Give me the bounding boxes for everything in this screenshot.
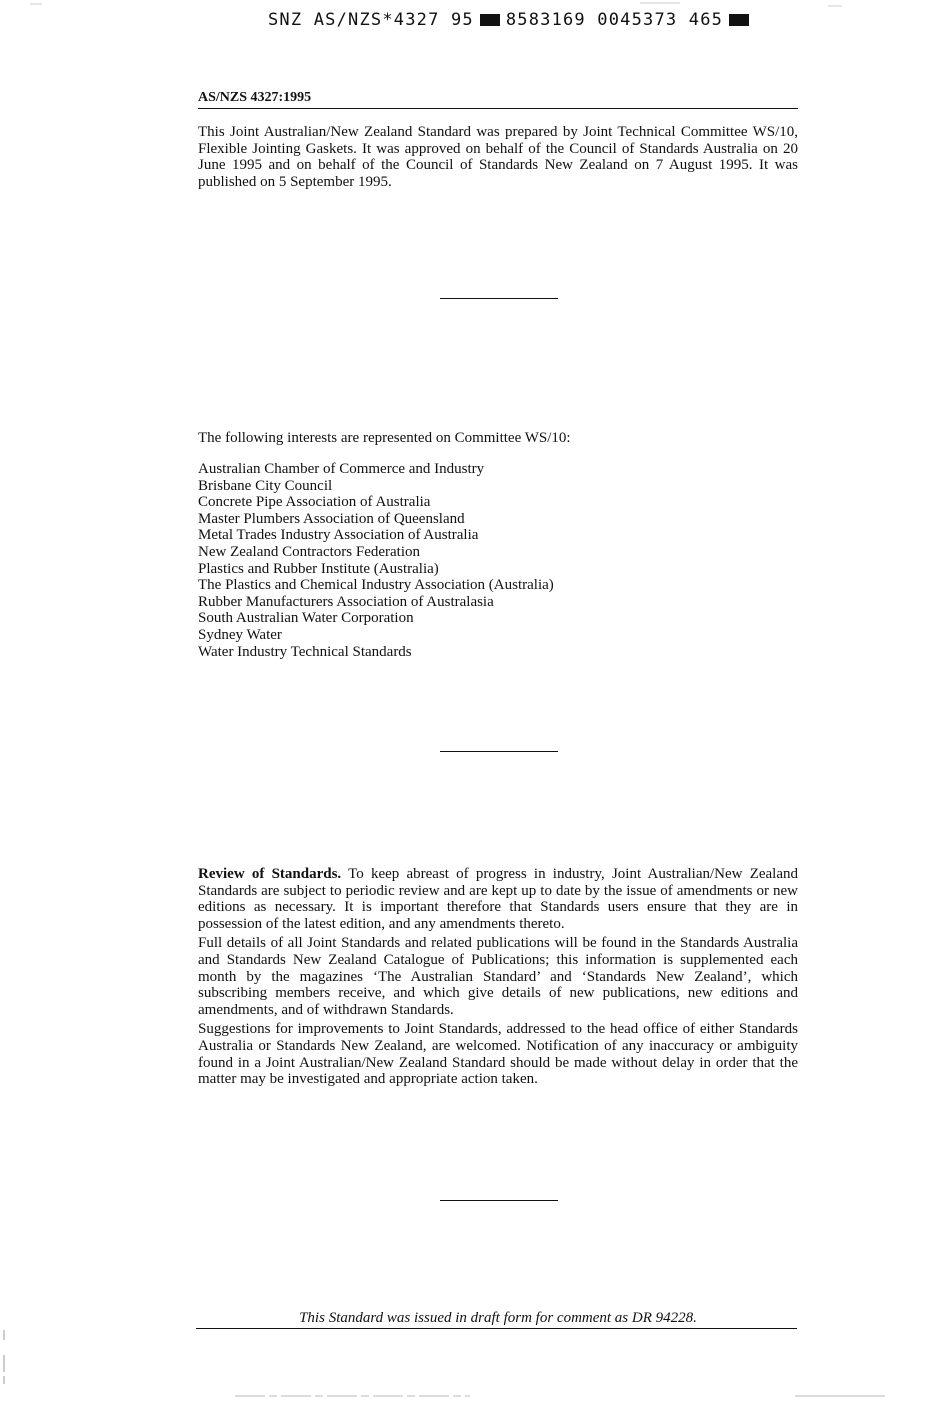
- control-code-right: 8583169 0045373 465: [505, 10, 724, 30]
- list-item: Water Industry Technical Standards: [198, 643, 412, 660]
- approval-statement: This Joint Australian/New Zealand Standard was prepared by Joint Technical Committee WS/10, Flexible Jointing Gaskets. It was approved on behalf of the Council of Standards Australia on 20 June 1995 and on behalf of the Council of Standards New Zealand on 7 August 1995. It was published on 5 September 1995.: [198, 124, 798, 190]
- catalogue-paragraph: Full details of all Joint Standards and related publications will be found in the Standards Australia and Standards New Zealand Catalogue of Publications; this information is supplemented each month by the magazines ‘The Australian Standard’ and ‘Standards New Zealand’, which subscribing members receive, and which give details of new publications, new editions and amendments, and of withdrawn Standards.: [198, 935, 798, 1018]
- list-item: Brisbane City Council: [198, 477, 333, 494]
- interests-heading: The following interests are represented on Committee WS/10:: [198, 430, 571, 446]
- list-item: New Zealand Contractors Federation: [198, 543, 421, 560]
- list-item: Rubber Manufacturers Association of Australasia: [198, 593, 494, 610]
- list-item: Australian Chamber of Commerce and Industry: [198, 461, 485, 477]
- list-item: Master Plumbers Association of Queensland: [198, 510, 465, 527]
- list-item: South Australian Water Corporation: [198, 610, 414, 627]
- list-item: Plastics and Rubber Institute (Australia): [198, 560, 439, 577]
- review-text: To keep abreast of progress in industry, Joint Australian/New Zealand Standards are subject to periodic review and are kept up to date by the issue of amendments or new editions as necessary. It is important therefore that Standards users ensure that they are in possession of the latest edition, and any amendments thereto.: [198, 866, 798, 932]
- review-heading: Review of Standards.: [198, 866, 342, 882]
- control-code-left: SNZ AS/NZS*4327 95: [268, 10, 474, 30]
- list-item: Concrete Pipe Association of Australia: [198, 494, 431, 511]
- list-item: The Plastics and Chemical Industry Association (Australia): [198, 577, 554, 594]
- list-item: Metal Trades Industry Association of Australia: [198, 527, 479, 544]
- standard-number: AS/NZS 4327:1995: [198, 90, 312, 105]
- suggestions-paragraph: Suggestions for improvements to Joint Standards, addressed to the head office of either Standards Australia or Standards New Zealand, are welcomed. Notification of any inaccuracy or ambiguity found in a Joint Australian/New Zealand Standard should be made without delay in order that the matter may be investigated and appropriate action taken.: [198, 1021, 798, 1088]
- list-item: Sydney Water: [198, 626, 282, 643]
- draft-note: This Standard was issued in draft form for comment as DR 94228.: [299, 1310, 697, 1326]
